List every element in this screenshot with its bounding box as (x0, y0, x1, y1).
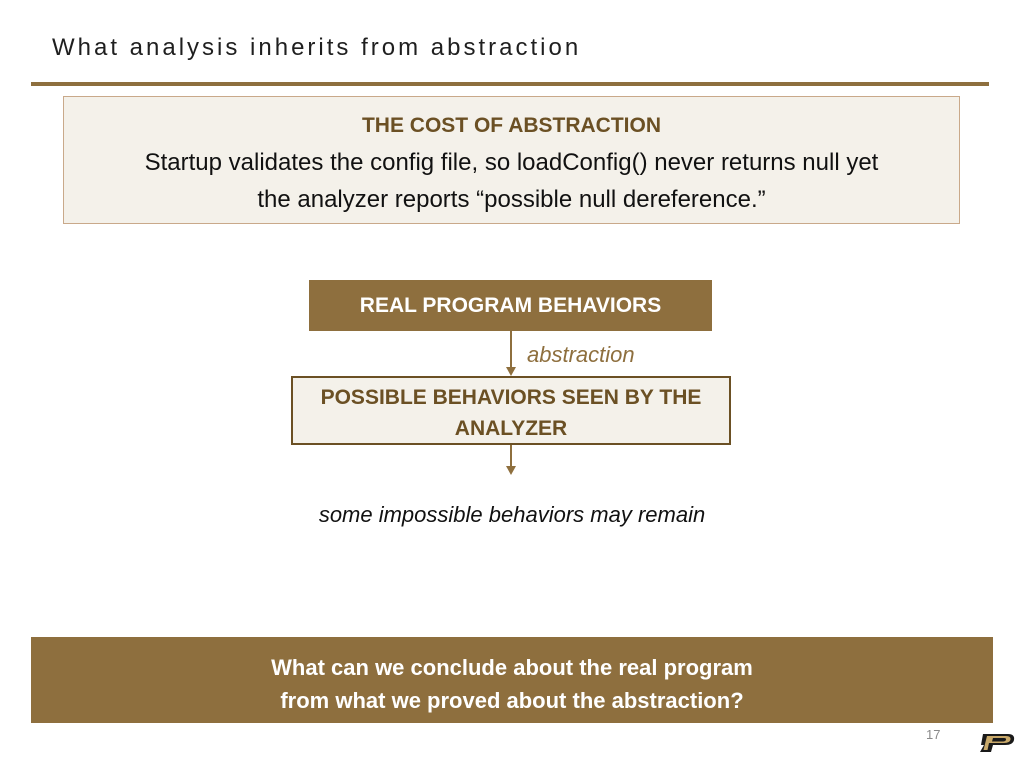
cost-body-line-1: Startup validates the config file, so loadConfig() never returns null yet (144, 149, 879, 176)
cost-body (64, 144, 959, 218)
title-divider (31, 82, 989, 86)
possible-behaviors-box (291, 376, 731, 445)
cost-body-line-2: the analyzer reports “possible null dereference.” (257, 186, 766, 213)
question-line-2: from what we proved about the abstraction? (280, 688, 744, 713)
question-line-1: What can we conclude about the real program (271, 655, 753, 680)
real-behaviors-box: REAL PROGRAM BEHAVIORS (309, 280, 712, 331)
purdue-p-logo-icon (978, 733, 1016, 753)
cost-heading: THE COST OF ABSTRACTION (361, 114, 662, 137)
cost-of-abstraction-box (63, 96, 960, 224)
abstraction-label: abstraction (527, 342, 635, 367)
page-number: 17 (926, 727, 941, 742)
possible-behaviors-line-2: ANALYZER (454, 417, 568, 440)
remain-note: some impossible behaviors may remain (318, 502, 706, 527)
slide-title: What analysis inherits from abstraction (52, 34, 582, 61)
arrow-down-icon (506, 367, 516, 376)
arrow-shaft (510, 445, 512, 467)
arrow-shaft (510, 331, 512, 368)
possible-behaviors-line-1: POSSIBLE BEHAVIORS SEEN BY THE (320, 386, 702, 409)
arrow-down-icon (506, 466, 516, 475)
question-banner (31, 637, 993, 723)
